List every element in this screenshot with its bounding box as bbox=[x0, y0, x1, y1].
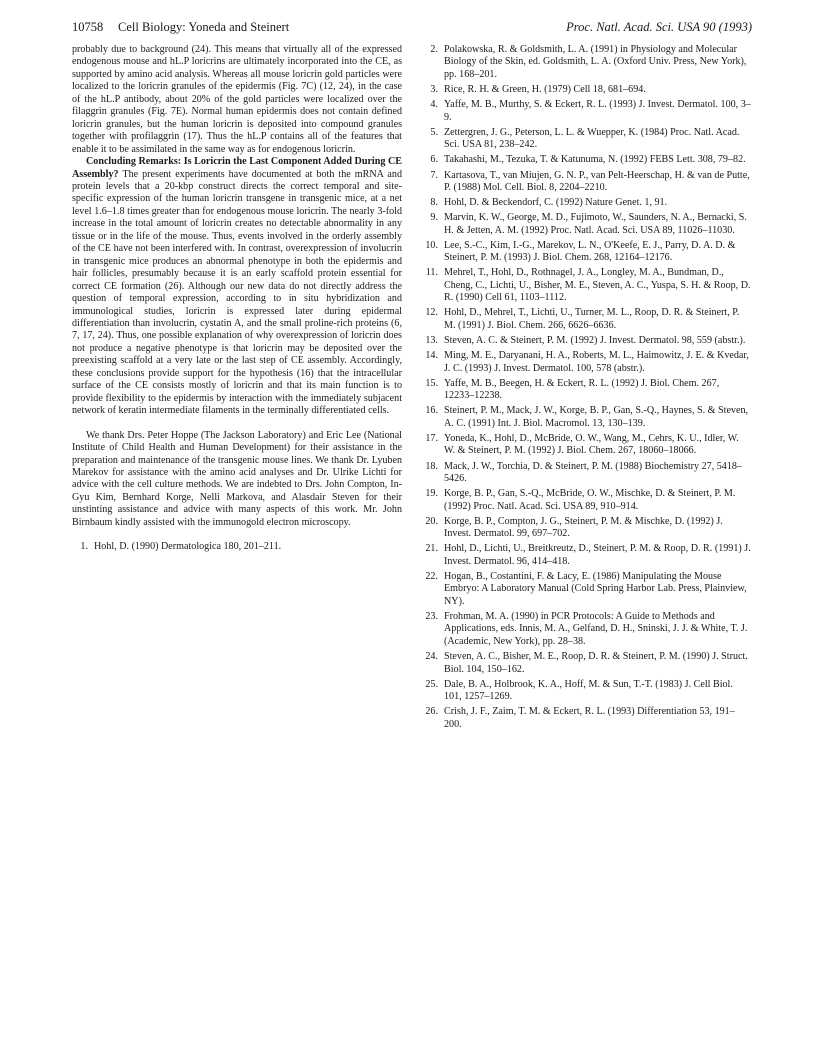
reference-text: Yaffe, M. B., Murthy, S. & Eckert, R. L. (1993) J. Invest. Dermatol. 100, 3–9. bbox=[444, 99, 751, 123]
left-column bbox=[72, 44, 402, 556]
reference-item bbox=[422, 212, 752, 237]
reference-item bbox=[422, 240, 752, 265]
reference-text: Marvin, K. W., George, M. D., Fujimoto, W., Saunders, N. A., Bernacki, S. H. & Jetten, A. M. (1992) Proc. Natl. Acad. Sci. USA 89, 11026–11030. bbox=[444, 212, 747, 236]
page-number: 10758 bbox=[72, 20, 104, 34]
reference-text: Ming, M. E., Daryanani, H. A., Roberts, M. L., Haimowitz, J. E. & Kvedar, J. C. (1993) J. Invest. Dermatol. 100, 578 (abstr.). bbox=[444, 350, 749, 374]
reference-number: 3. bbox=[430, 84, 438, 96]
reference-number: 6. bbox=[430, 154, 438, 166]
reference-text: Hohl, D., Lichti, U., Breitkreutz, D., Steinert, P. M. & Roop, D. R. (1991) J. Invest. Dermatol. 96, 414–418. bbox=[444, 543, 751, 567]
reference-item bbox=[422, 433, 752, 458]
reference-number: 16. bbox=[425, 405, 438, 417]
reference-item bbox=[422, 543, 752, 568]
reference-text: Yoneda, K., Hohl, D., McBride, O. W., Wang, M., Cehrs, K. U., Idler, W. W. & Steinert, P. M. (1992) J. Biol. Chem. 267, 18060–18066. bbox=[444, 433, 739, 457]
paragraph-text: The present experiments have documented at both the mRNA and protein levels that a 20-kbp construct directs the correct temporal and site-specific expression of the human loricrin transgene in transgenic mice, at a net level 1.6–1.8 times greater than for endogenous mouse loricrin. The nearly 3-fold increase in the total amount of loricrin creates no detectable abnormality in any tissue or in the life of the mouse. Thus, events involved in the orderly assembly of the CE have not been interfered with. In contrast, overexpression of involucrin in transgenic mice produces an abnormal phenotype in both the epidermis and hair follicles, presumably because it is an early scaffold protein essential for correct CE formation (26). Although our new data do not directly address the question of temporal expression, according to in situ hybridization and immunological studies, loricrin is expressed later during epidermal differentiation than involucrin, cystatin A, and the small proline-rich proteins (6, 7, 17, 24). Thus, one possible explanation of why overexpression of loricrin does not produce a negative phenotype is that loricrin may be deposited over the preexisting scaffold at a very late or the last step of CE assembly. Accordingly, these conclusions provide support for the hypothesis (16) that the intracellular surface of the CE consists mostly of loricrin and that its main function is to provide flexibility to the epidermis by interaction with the immediately subjacent network of keratin intermediate filaments in the terminally differentiated cells. bbox=[72, 168, 402, 417]
reference-item bbox=[422, 127, 752, 152]
body-paragraph: probably due to background (24). This means that virtually all of the expressed endogenous mouse and hL.P loricrins are ultimately incorporated into the CE, as supported by amino acid analysis. Whereas all mouse loricrin gold particles were localized to the loricrin granules of the epidermis (Fig. 7C) (12, 24), in the case of the hL.P antibody, about 20% of the gold particles were localized over the filaggrin granules (Fig. 7E). Normal human epidermis does not contain defined loricrin granules, but the human loricrin is deposited into compound granules together with profilaggrin (17). Thus the hL.P contains all of the features that enable it to be assimilated in the same way as for endogenous loricrin. bbox=[72, 44, 402, 155]
reference-item bbox=[422, 335, 752, 347]
reference-text: Kartasova, T., van Miujen, G. N. P., van Pelt-Heerschap, H. & van de Putte, P. (1988) Mol. Cell. Biol. 8, 2204–2210. bbox=[444, 169, 750, 193]
reference-item bbox=[422, 378, 752, 403]
reference-number: 1. bbox=[80, 541, 88, 553]
reference-number: 4. bbox=[430, 99, 438, 111]
reference-number: 23. bbox=[425, 611, 438, 623]
reference-item bbox=[422, 99, 752, 124]
reference-item bbox=[422, 197, 752, 209]
reference-item bbox=[422, 44, 752, 81]
reference-item bbox=[422, 154, 752, 166]
reference-text: Steven, A. C. & Steinert, P. M. (1992) J. Invest. Dermatol. 98, 559 (abstr.). bbox=[444, 335, 746, 347]
reference-number: 19. bbox=[425, 488, 438, 500]
reference-number: 21. bbox=[425, 543, 438, 555]
reference-text: Korge, B. P., Compton, J. G., Steinert, P. M. & Mischke, D. (1992) J. Invest. Dermatol. 99, 697–702. bbox=[444, 515, 723, 540]
reference-number: 20. bbox=[425, 515, 438, 527]
reference-number: 24. bbox=[425, 651, 438, 663]
reference-item bbox=[422, 679, 752, 704]
reference-number: 13. bbox=[425, 335, 438, 347]
reference-text: Dale, B. A., Holbrook, K. A., Hoff, M. & Sun, T.-T. (1983) J. Cell Biol. 101, 1257–1269. bbox=[444, 678, 733, 703]
reference-text: Rice, R. H. & Green, H. (1979) Cell 18, 681–694. bbox=[444, 84, 646, 96]
reference-number: 22. bbox=[425, 570, 438, 582]
reference-number: 11. bbox=[425, 267, 438, 279]
reference-number: 10. bbox=[425, 239, 438, 251]
reference-text: Hohl, D., Mehrel, T., Lichti, U., Turner, M. L., Roop, D. R. & Steinert, P. M. (1991) J. Biol. Chem. 266, 6626–6636. bbox=[444, 307, 740, 331]
section-heading: Concluding Remarks: Is Loricrin the Last Component Added During CE Assembly? bbox=[72, 156, 402, 180]
reference-number: 26. bbox=[425, 706, 438, 718]
reference-text: Hogan, B., Costantini, F. & Lacy, E. (1986) Manipulating the Mouse Embryo: A Laboratory Manual (Cold Spring Harbor Lab. Press, Plainview, NY). bbox=[444, 570, 747, 607]
reference-text: Yaffe, M. B., Beegen, H. & Eckert, R. L. (1992) J. Biol. Chem. 267, 12233–12238. bbox=[444, 377, 720, 402]
reference-number: 17. bbox=[425, 433, 438, 444]
reference-item bbox=[422, 350, 752, 375]
reference-list-right bbox=[422, 44, 752, 731]
reference-item bbox=[422, 571, 752, 608]
reference-number: 25. bbox=[425, 678, 438, 690]
reference-text: Frohman, M. A. (1990) in PCR Protocols: A Guide to Methods and Applications, eds. Innis, M. A., Gelfand, D. H., Sninski, J. J. & White, T. J. (Academic, New York), pp. 28–38. bbox=[444, 611, 748, 647]
reference-text: Zettergren, J. G., Peterson, L. L. & Wuepper, K. (1984) Proc. Natl. Acad. Sci. USA 81, 238–242. bbox=[444, 126, 740, 151]
reference-item bbox=[422, 405, 752, 430]
reference-list-left bbox=[72, 541, 402, 553]
page-header bbox=[72, 20, 752, 36]
reference-text: Steinert, P. M., Mack, J. W., Korge, B. P., Gan, S.-Q., Haynes, S. & Steven, A. C. (1991) Int. J. Biol. Macromol. 13, 130–139. bbox=[444, 405, 749, 429]
reference-text: Korge, B. P., Gan, S.-Q., McBride, O. W., Mischke, D. & Steinert, P. M. (1992) Proc. Natl. Acad. Sci. USA 89, 910–914. bbox=[444, 488, 736, 512]
right-column bbox=[422, 44, 752, 734]
journal-citation: Proc. Natl. Acad. Sci. USA 90 (1993) bbox=[566, 20, 752, 34]
reference-item bbox=[422, 267, 752, 304]
reference-item bbox=[422, 307, 752, 332]
reference-number: 9. bbox=[430, 212, 438, 224]
reference-text: Lee, S.-C., Kim, I.-G., Marekov, L. N., O'Keefe, E. J., Parry, D. A. D. & Steinert, P. M. (1993) J. Biol. Chem. 268, 12164–12176. bbox=[444, 239, 736, 264]
reference-number: 8. bbox=[430, 197, 438, 209]
reference-number: 2. bbox=[430, 44, 438, 55]
reference-item bbox=[422, 516, 752, 541]
reference-text: Takahashi, M., Tezuka, T. & Katunuma, N. (1992) FEBS Lett. 308, 79–82. bbox=[444, 154, 746, 166]
reference-text: Hohl, D. (1990) Dermatologica 180, 201–211. bbox=[94, 541, 282, 553]
reference-item bbox=[422, 651, 752, 676]
running-title: Cell Biology: Yoneda and Steinert bbox=[118, 20, 290, 34]
reference-number: 14. bbox=[425, 350, 438, 362]
reference-text: Steven, A. C., Bisher, M. E., Roop, D. R. & Steinert, P. M. (1990) J. Struct. Biol. 104, 150–162. bbox=[444, 651, 748, 675]
reference-text: Polakowska, R. & Goldsmith, L. A. (1991) in Physiology and Molecular Biology of the Skin, ed. Goldsmith, L. A. (Oxford Univ. Press, New York), pp. 168–201. bbox=[444, 44, 747, 80]
reference-text: Crish, J. F., Zaim, T. M. & Eckert, R. L. (1993) Differentiation 53, 191–200. bbox=[444, 706, 735, 730]
concluding-paragraph bbox=[72, 156, 402, 418]
reference-item bbox=[422, 488, 752, 513]
reference-item bbox=[422, 84, 752, 96]
reference-text: Mehrel, T., Hohl, D., Rothnagel, J. A., Longley, M. A., Bundman, D., Cheng, C., Lichti, U., Bisher, M. E., Steven, A. C., Yuspa, S. H. & Roop, D. R. (1990) Cell 61, 1103–1112. bbox=[444, 267, 751, 304]
reference-item bbox=[72, 541, 402, 553]
reference-number: 12. bbox=[425, 307, 438, 319]
reference-number: 15. bbox=[425, 377, 438, 389]
reference-item bbox=[422, 461, 752, 486]
reference-number: 5. bbox=[430, 126, 438, 138]
reference-text: Hohl, D. & Beckendorf, C. (1992) Nature Genet. 1, 91. bbox=[444, 197, 668, 209]
reference-item bbox=[422, 170, 752, 195]
reference-item bbox=[422, 611, 752, 648]
reference-number: 18. bbox=[425, 460, 438, 472]
reference-item bbox=[422, 706, 752, 731]
acknowledgment: We thank Drs. Peter Hoppe (The Jackson Laboratory) and Eric Lee (National Institute of Child Health and Human Development) for their assistance in the preparation and maintenance of the transgenic mouse lines. We thank Dr. Lyuben Marekov for assistance with the amino acid analyses and Dr. Ulrike Lichti for advice with the cell culture methods. We are indebted to Drs. John Compton, In-Gyu Kim, Bernhard Korge, Nelli Markova, and Alasdair Steven for their unstinting assistance and advice with many aspects of this work. Mr. John Birnbaum kindly assisted with the immunogold electron microscopy. bbox=[72, 429, 402, 528]
reference-number: 7. bbox=[430, 169, 438, 181]
reference-text: Mack, J. W., Torchia, D. & Steinert, P. M. (1988) Biochemistry 27, 5418–5426. bbox=[444, 460, 742, 485]
